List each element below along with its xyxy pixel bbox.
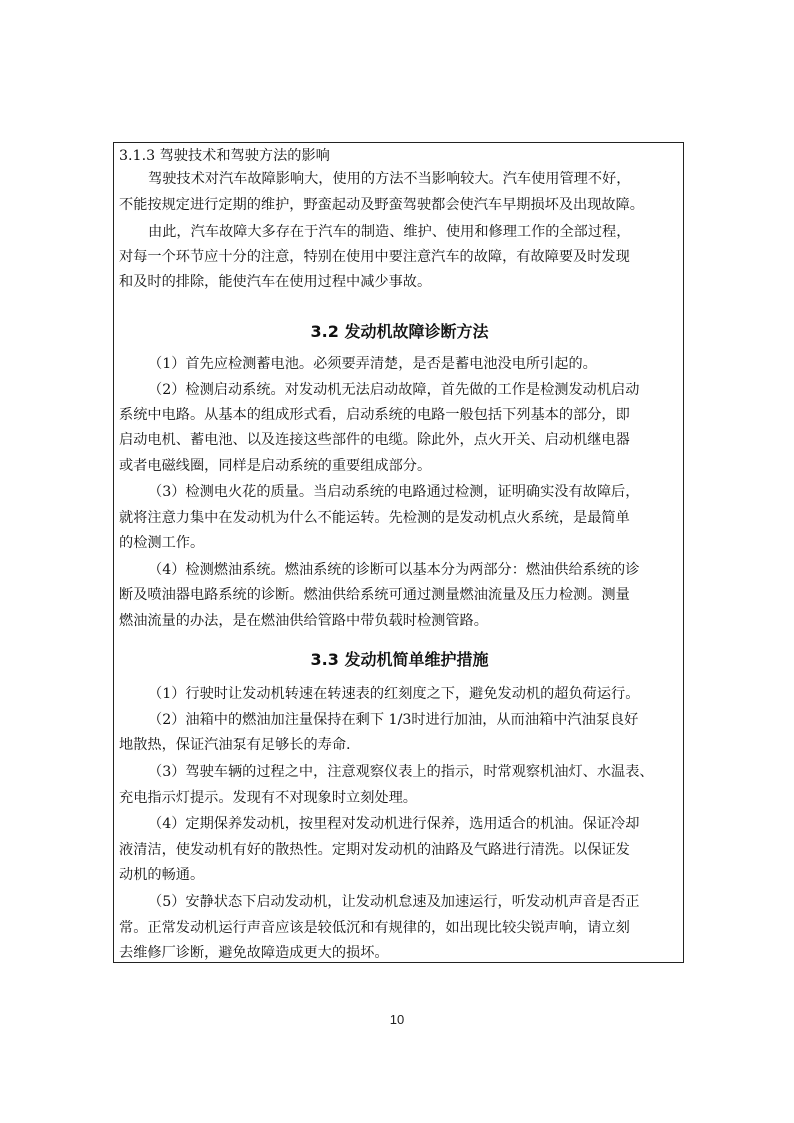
paragraph-line: 启动电机、蓄电池、以及连接这些部件的电缆。除此外，点火开关、启动机继电器 [119,432,630,448]
paragraph-line: 不能按规定进行定期的维护，野蛮起动及野蛮驾驶都会使汽车早期损坏及出现故障。 [119,197,644,213]
paragraph-line: （4）检测燃油系统。燃油系统的诊断可以基本分为两部分：燃油供给系统的诊 [148,562,640,578]
paragraph-line: （3）检测电火花的质量。当启动系统的电路通过检测，证明确实没有故障后， [148,484,640,500]
content-table-cell [113,142,684,963]
paragraph-line: 和及时的排除，能使汽车在使用过程中减少事故。 [119,274,432,290]
section-heading: 3.2 发动机故障诊断方法 [310,322,489,341]
paragraph-line: （1）首先应检测蓄电池。必须要弄清楚，是否是蓄电池没电所引起的。 [148,356,597,372]
paragraph-line: 燃油流量的办法，是在燃油供给管路中带负载时检测管路。 [119,613,488,629]
paragraph-line: 动机的畅通。 [119,867,205,883]
paragraph-line: （1）行驶时让发动机转速在转速表的红刻度之下，避免发动机的超负荷运行。 [148,686,640,702]
paragraph-line: （5）安静状态下启动发动机，让发动机怠速及加速运行，听发动机声音是否正 [148,894,640,910]
section-heading: 3.3 发动机简单维护措施 [310,650,489,669]
paragraph-line: 或者电磁线圈，同样是启动系统的重要组成部分。 [119,458,432,474]
page-number: 10 [389,1012,405,1027]
paragraph-line: （2）油箱中的燃油加注量保持在剩下 1/3时进行加油，从而油箱中汽油泵良好 [148,712,639,728]
paragraph-line: 充电指示灯提示。发现有不对现象时立刻处理。 [119,790,417,806]
paragraph-line: （2）检测启动系统。对发动机无法启动故障，首先做的工作是检测发动机启动 [148,382,640,398]
paragraph-line: 地散热，保证汽油泵有足够长的寿命. [119,737,351,753]
paragraph-line: （3）驾驶车辆的过程之中，注意观察仪表上的指示，时常观察机油灯、水温表、 [148,764,654,780]
paragraph-line: 就将注意力集中在发动机为什么不能运转。先检测的是发动机点火系统，是最简单 [119,510,630,526]
paragraph-line: 由此，汽车故障大多存在于汽车的制造、维护、使用和修理工作的全部过程， [148,224,631,240]
paragraph-line: （4）定期保养发动机，按里程对发动机进行保养，选用适合的机油。保证冷却 [148,816,640,832]
paragraph-line: 断及喷油器电路系统的诊断。燃油供给系统可通过测量燃油流量及压力检测。测量 [119,587,630,603]
paragraph-line: 驾驶技术对汽车故障影响大，使用的方法不当影响较大。汽车使用管理不好， [148,171,631,187]
paragraph-line: 的检测工作。 [119,535,205,551]
paragraph-line: 系统中电路。从基本的组成形式看，启动系统的电路一般包括下列基本的部分，即 [119,407,630,423]
subsection-heading: 3.1.3 驾驶技术和驾驶方法的影响 [119,148,330,164]
paragraph-line: 液清洁，使发动机有好的散热性。定期对发动机的油路及气路进行清洗。以保证发 [119,842,630,858]
paragraph-line: 去维修厂诊断，避免故障造成更大的损坏。 [119,945,389,961]
paragraph-line: 常。正常发动机运行声音应该是较低沉和有规律的，如出现比较尖锐声响，请立刻 [119,920,630,936]
paragraph-line: 对每一个环节应十分的注意，特别在使用中要注意汽车的故障，有故障要及时发现 [119,249,630,265]
